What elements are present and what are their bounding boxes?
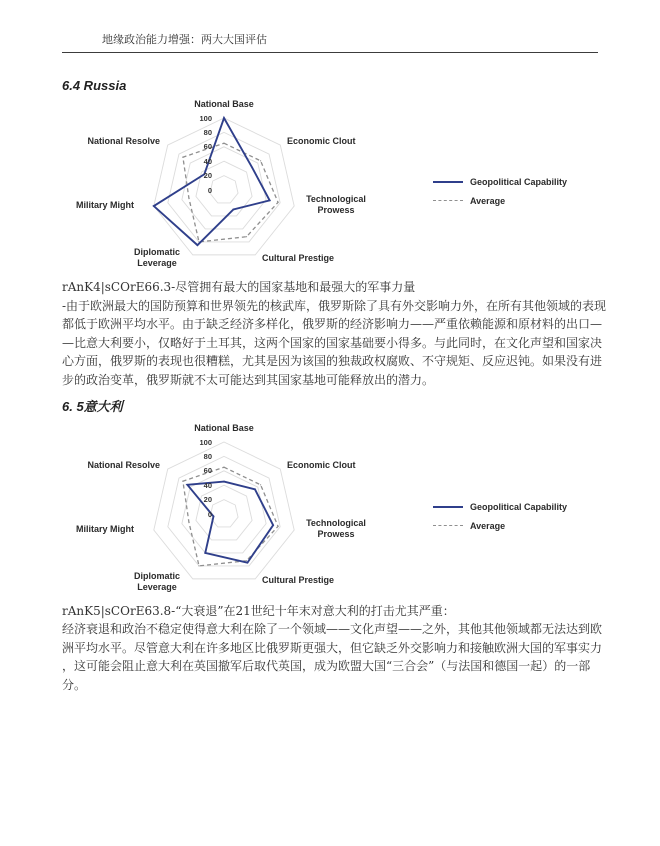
data-point: [223, 481, 225, 483]
axis-label-technological-prowess: Technological Prowess: [306, 518, 366, 539]
data-point: [197, 244, 199, 246]
grid-ring: [182, 147, 266, 229]
data-point: [277, 526, 278, 527]
data-point: [223, 117, 225, 119]
paragraph-line: 都低于欧洲平均水平。由于缺乏经济多样化，俄罗斯的经济影响力——严重依赖能源和原材料的出口—: [62, 317, 603, 331]
grid-ring: [154, 118, 294, 255]
axis-label-cultural-prestige: Cultural Prestige: [262, 575, 335, 585]
paragraph-line: ，这可能会阻止意大利在英国撤军后取代英国，成为欧盟大国“三合会”（与法国和德国一起）的一部: [62, 659, 591, 674]
axis-label-diplomatic-leverage: Diplomatic Leverage: [133, 571, 181, 592]
legend-label: Average: [470, 520, 506, 531]
data-point: [254, 488, 256, 490]
paragraph-line: 洲平均水平。尽管意大利在许多地区比俄罗斯更强大，但它缺乏外交影响力和接触欧洲大国的军事实力: [62, 640, 603, 655]
data-point: [153, 205, 155, 207]
legend-label: Geopolitical Capability: [470, 501, 568, 512]
data-point: [247, 562, 249, 564]
legend-label: Geopolitical Capability: [470, 176, 568, 187]
series-line-geopolitical-capability: [154, 118, 270, 245]
data-point: [269, 200, 271, 202]
radial-tick-label: 60: [203, 142, 212, 152]
legend-label: Average: [470, 195, 506, 206]
data-point: [223, 467, 224, 468]
axis-label-national-resolve: National Resolve: [87, 460, 160, 470]
data-point: [260, 484, 261, 485]
legend-solid-line-icon: [433, 506, 463, 508]
running-header-title: 地缘政治能力增强：两大大国评估: [102, 33, 267, 46]
series-line-geopolitical-capability: [187, 482, 273, 563]
data-point: [188, 521, 189, 522]
paragraph-line: -由于欧洲最大的国防预算和世界领先的核武库，俄罗斯除了具有外交影响力外，在所有其他领域的表现: [62, 298, 607, 313]
data-point: [246, 236, 247, 237]
radial-tick-label: 100: [199, 113, 212, 123]
legend-solid-line-icon: [433, 181, 463, 183]
grid-ring: [207, 176, 238, 203]
radial-tick-label: 0: [207, 509, 212, 519]
radial-tick-label: 20: [203, 495, 212, 505]
data-point: [223, 143, 224, 144]
radar-chart-italy: [0, 419, 660, 599]
axis-label-diplomatic-leverage: Diplomatic Leverage: [133, 247, 181, 268]
paragraph-line: 分。: [62, 677, 87, 692]
paragraph-line: rAnK5|sCOrE63.8-“大衰退”在21世纪十年末对意大利的打击尤其严重：: [62, 604, 455, 618]
axis-label-national-resolve: National Resolve: [87, 136, 160, 146]
data-point: [182, 157, 183, 158]
data-point: [260, 160, 261, 161]
data-point: [182, 481, 183, 482]
section-heading-italy: 6. 5意大利: [62, 399, 123, 414]
data-point: [198, 565, 199, 566]
radar-chart-russia: [0, 95, 660, 275]
axis-label-national-base: National Base: [194, 423, 254, 433]
radial-tick-label: 20: [203, 171, 212, 181]
axis-label-military-might: Military Might: [76, 200, 134, 210]
axis-label-economic-clout: Economic Clout: [287, 460, 356, 470]
data-point: [213, 516, 215, 518]
radial-tick-label: 40: [203, 156, 212, 166]
axis-label-national-base: National Base: [194, 99, 254, 109]
data-point: [251, 167, 253, 169]
legend-dashed-line-icon: [433, 525, 463, 526]
paragraph-line: rAnK4|sCOrE66.3-尽管拥有最大的国家基地和最强大的军事力量: [62, 280, 416, 294]
paragraph-line: 心方面，俄罗斯的表现也很糟糕，尤其是因为该国的独裁政权腐败、不守规矩、反应迟钝。如果没有进: [62, 354, 603, 368]
paragraph-italy: [62, 602, 622, 694]
grid-ring: [207, 500, 238, 527]
paragraph-line: —比意大利要小，仅略好于土耳其，这两个国家的国家基础要小得多。与此同时，在文化声望和国家决: [62, 335, 603, 350]
grid-ring: [154, 442, 294, 579]
header-rule: [62, 52, 598, 53]
axis-label-technological-prowess: Technological Prowess: [306, 194, 366, 215]
data-point: [277, 202, 278, 203]
radial-tick-label: 100: [199, 437, 212, 447]
legend-dashed-line-icon: [433, 200, 463, 201]
data-point: [204, 552, 206, 554]
section-heading-russia: 6.4 Russia: [62, 78, 127, 93]
data-point: [232, 209, 234, 211]
axis-label-economic-clout: Economic Clout: [287, 136, 356, 146]
grid-ring: [196, 485, 252, 540]
grid-ring: [182, 471, 266, 553]
axis-label-military-might: Military Might: [76, 524, 134, 534]
radial-tick-label: 0: [207, 185, 212, 195]
paragraph-line: 经济衰退和政治不稳定使得意大利在除了一个领域——文化声望——之外，其他其他领域都无法达到欧: [62, 622, 603, 637]
paragraph-line: 步的政治变革，俄罗斯就不太可能达到其国家基地可能释放出的潜力。: [62, 372, 435, 387]
paragraph-russia: [62, 278, 622, 389]
radial-tick-label: 40: [203, 480, 212, 490]
radial-tick-label: 80: [203, 127, 212, 137]
axis-label-cultural-prestige: Cultural Prestige: [262, 253, 335, 263]
data-point: [187, 484, 189, 486]
radial-tick-label: 80: [203, 451, 212, 461]
data-point: [188, 197, 189, 198]
data-point: [272, 524, 274, 526]
data-point: [246, 560, 247, 561]
radial-tick-label: 60: [203, 466, 212, 476]
